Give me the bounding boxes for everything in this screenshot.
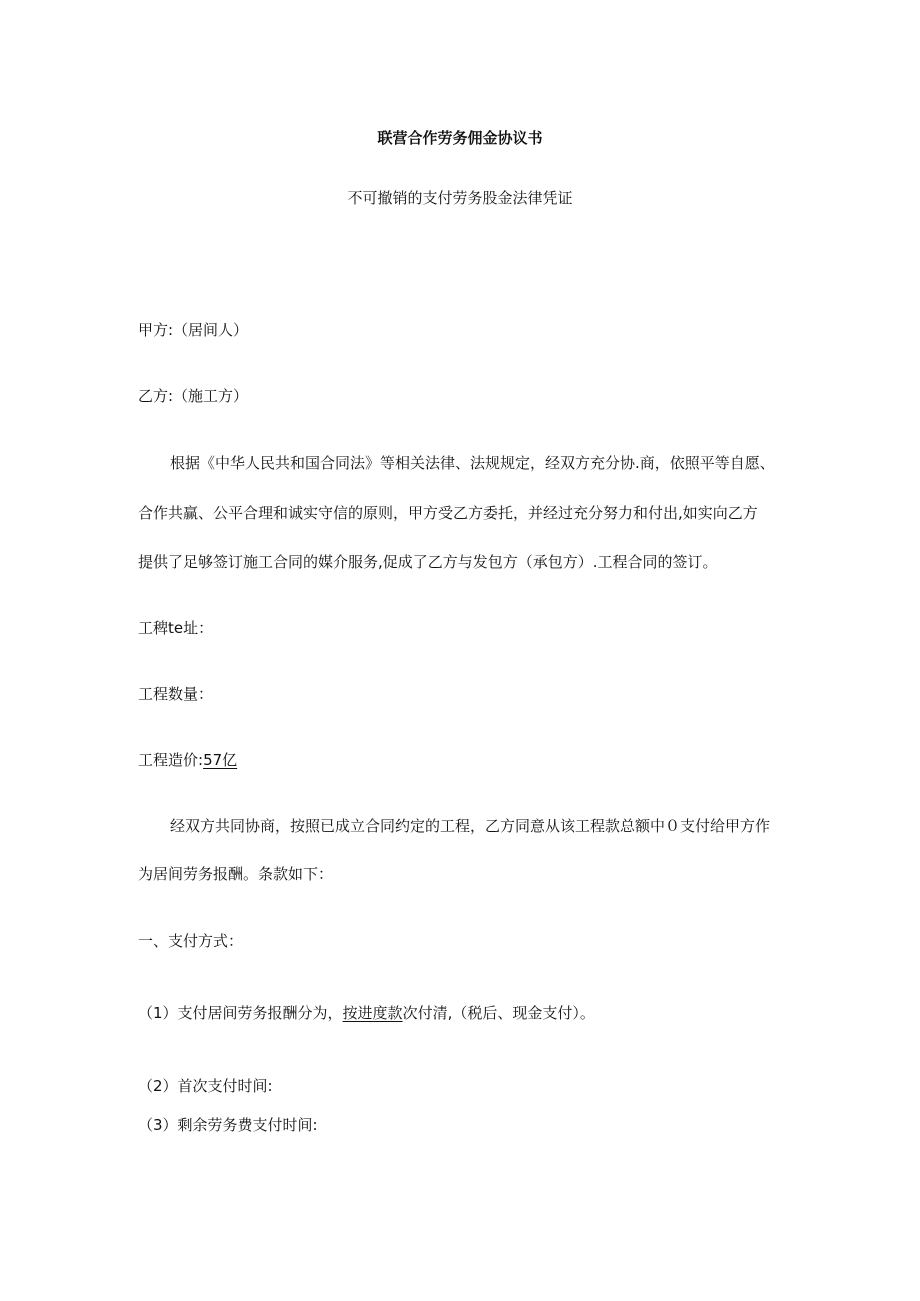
intro-paragraph-line-1: 根据《中华人民共和国合同法》等相关法律、法规规定，经双方充分协.商，依照平等自愿、 <box>170 454 775 472</box>
agreement-paragraph-line-1: 经双方共同协商，按照已成立合同约定的工程，乙方同意从该工程款总额中０支付给甲方作 <box>170 817 771 835</box>
payment-item-1-suffix: 次付清,（税后、现金支付）。 <box>402 1004 595 1022</box>
intro-paragraph-line-2: 合作共赢、公平合理和诚实守信的原则，甲方受乙方委托，并经过充分努力和付出,如实向乙方 <box>138 504 758 522</box>
intro-paragraph-line-3: 提供了足够签订施工合同的媒介服务,促成了乙方与发包方（承包方）.工程合同的签订。 <box>138 553 718 571</box>
document-title: 联营合作劳务佣金协议书 <box>377 129 543 147</box>
project-cost-label: 工程造价: <box>138 751 204 769</box>
payment-item-1-prefix: （1）支付居间劳务报酬分为， <box>138 1004 343 1022</box>
party-b-line: 乙方:（施工方） <box>138 387 249 405</box>
payment-item-2: （2）首次支付时间: <box>138 1077 273 1095</box>
project-site-line: 工稗te址： <box>138 619 214 637</box>
project-quantity-line: 工程数量： <box>138 685 214 703</box>
project-cost-value: 57亿 <box>203 751 238 769</box>
project-cost-line <box>138 750 237 770</box>
payment-item-3: （3）剩余劳务费支付时间: <box>138 1116 318 1134</box>
payment-item-1 <box>138 1003 595 1023</box>
party-a-line: 甲方:（居间人） <box>138 321 249 339</box>
agreement-paragraph-line-2: 为居间劳务报酬。条款如下： <box>138 865 334 883</box>
document-subtitle: 不可撤销的支付劳务股金法律凭证 <box>347 189 573 207</box>
payment-item-1-underlined: 按进度款 <box>342 1004 403 1022</box>
section-1-heading: 一、支付方式： <box>138 932 244 950</box>
